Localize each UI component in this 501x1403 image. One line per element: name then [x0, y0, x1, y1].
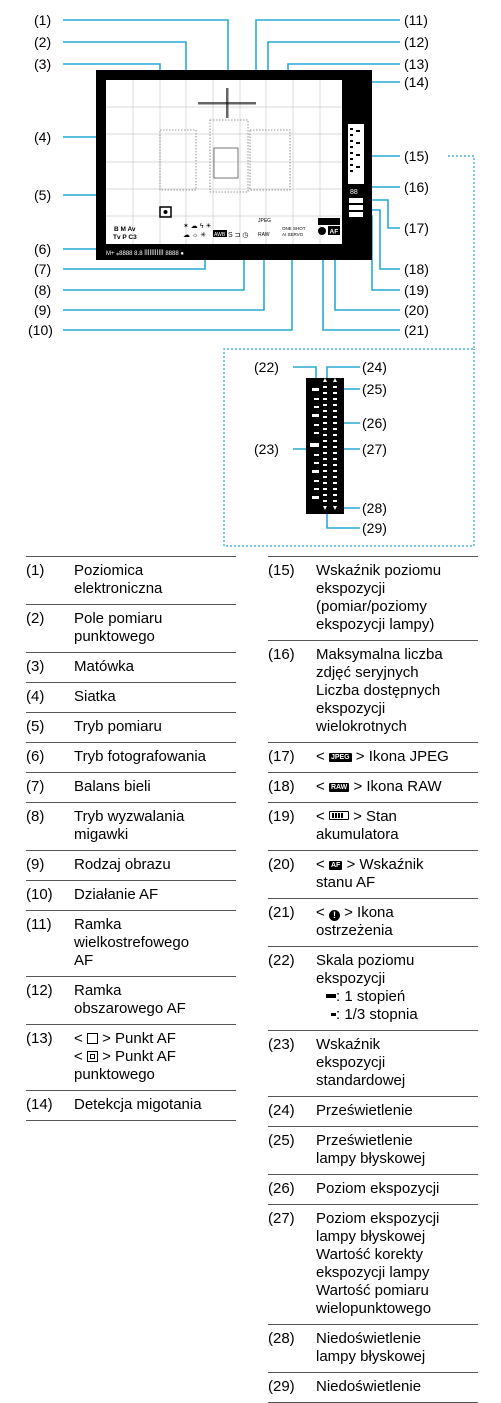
- legend-line-text: : 1 stopień: [336, 988, 406, 1005]
- legend-text: [316, 1102, 478, 1120]
- legend-line: ekspozycji lampy: [316, 1264, 430, 1281]
- legend-number: (1): [26, 562, 45, 579]
- legend-number: (12): [26, 982, 53, 999]
- legend-line: Poziomica: [74, 562, 144, 579]
- legend-text: [74, 562, 236, 598]
- legend-line: zdjęć seryjnych: [316, 664, 419, 681]
- callout-18: (18): [404, 261, 429, 277]
- legend-row: [26, 605, 236, 653]
- legend-text: [316, 748, 478, 766]
- callout-1: (1): [34, 12, 52, 28]
- legend-line: < ! > Ikona: [316, 904, 394, 921]
- callout-22: (22): [254, 359, 279, 375]
- legend-text: [74, 982, 236, 1018]
- legend-row: [26, 1091, 236, 1121]
- battery-icon: [329, 811, 349, 820]
- legend-line: Detekcja migotania: [74, 1096, 202, 1113]
- legend-row: [26, 881, 236, 911]
- callout-6: (6): [34, 241, 52, 257]
- legend-right-column: [268, 556, 478, 1403]
- legend-line: punktowego: [74, 1066, 155, 1083]
- legend-line: Poziom ekspozycji: [316, 1180, 440, 1197]
- bottom-readout: M+ ⁎8888 8.8 ꟾꟾꟾꟾꟾꟾꟾꟾꟾꟾꟾ 8888 ●: [106, 251, 184, 257]
- callout-labels-left: [28, 12, 53, 338]
- shooting-mode-line2: Tv P C3: [113, 234, 137, 241]
- legend-number: (5): [26, 718, 45, 735]
- legend-number: (29): [268, 1378, 295, 1395]
- legend-line-text: Ikona RAW: [362, 778, 442, 795]
- legend-line: Tryb wyzwalania: [74, 808, 185, 825]
- legend-number: (7): [26, 778, 45, 795]
- legend-text: [316, 1036, 478, 1090]
- legend-number: (18): [268, 778, 295, 795]
- legend-text: [316, 904, 478, 940]
- legend-text: [74, 748, 236, 766]
- legend-text: [74, 718, 236, 736]
- callout-29: (29): [362, 520, 387, 536]
- legend-text: [74, 886, 236, 904]
- shooting-mode-line1: B M Av: [114, 226, 136, 233]
- spot-af-point-icon: [87, 1051, 98, 1062]
- callout-13: (13): [404, 56, 429, 72]
- callout-28: (28): [362, 500, 387, 516]
- callout-23: (23): [254, 441, 279, 457]
- legend-text: [74, 1030, 236, 1084]
- legend-line: obszarowego AF: [74, 1000, 186, 1017]
- legend-text: [74, 688, 236, 706]
- callout-4: (4): [34, 129, 52, 145]
- callout-9: (9): [34, 302, 52, 318]
- legend-line: wielokrotnych: [316, 718, 407, 735]
- legend-row: [268, 899, 478, 947]
- legend-line: elektroniczna: [74, 580, 163, 597]
- legend-text: [316, 856, 478, 892]
- warning-icon: [318, 227, 326, 235]
- legend-number: (13): [26, 1030, 53, 1047]
- legend-text: [316, 1378, 478, 1396]
- legend-row: [26, 773, 236, 803]
- legend-line: < > Punkt AF: [74, 1048, 176, 1065]
- callout-12: (12): [404, 34, 429, 50]
- callout-14: (14): [404, 74, 429, 90]
- legend-line: Prześwietlenie: [316, 1132, 413, 1149]
- callout-5: (5): [34, 187, 52, 203]
- callout-16: (16): [404, 179, 429, 195]
- callout-27: (27): [362, 441, 387, 457]
- legend-text: [74, 658, 236, 676]
- legend-left-column: [26, 556, 236, 1121]
- wb-awb-label: AWB: [214, 232, 226, 238]
- callout-17: (17): [404, 220, 429, 236]
- legend-number: (28): [268, 1330, 295, 1347]
- callout-26: (26): [362, 415, 387, 431]
- legend-line: Poziom ekspozycji: [316, 1210, 440, 1227]
- legend-line: AF: [74, 952, 94, 969]
- af-icon: AF: [330, 862, 341, 869]
- callout-11: (11): [404, 12, 428, 28]
- legend-line: wielopunktowego: [316, 1300, 432, 1317]
- legend-line: stanu AF: [316, 874, 376, 891]
- legend-row: [268, 947, 478, 1031]
- legend-line: Pole pomiaru: [74, 610, 163, 627]
- legend-number: (10): [26, 886, 53, 903]
- legend-line: Matówka: [74, 658, 135, 675]
- af-op-line1: ONE SHOT: [282, 226, 306, 231]
- legend-row: [268, 1097, 478, 1127]
- legend-number: (19): [268, 808, 295, 825]
- callout-8: (8): [34, 282, 52, 298]
- legend-line: Działanie AF: [74, 886, 159, 903]
- legend-line: Prześwietlenie: [316, 1102, 413, 1119]
- legend-text: [316, 1210, 478, 1318]
- legend-text: [74, 1096, 236, 1114]
- legend-line: Ramka: [74, 982, 122, 999]
- legend-line: ekspozycji: [316, 1054, 386, 1071]
- image-type-raw: RAW: [258, 232, 270, 238]
- legend-line-text: Punkt AF: [110, 1030, 176, 1047]
- raw-icon: RAW: [330, 784, 348, 791]
- legend-row: [268, 803, 478, 851]
- legend-line-text: Stan: [361, 808, 397, 825]
- legend-row: [26, 1025, 236, 1091]
- legend-line: Niedoświetlenie: [316, 1330, 422, 1347]
- callout-2: (2): [34, 34, 52, 50]
- legend-line: Siatka: [74, 688, 116, 705]
- callout-24: (24): [362, 359, 387, 375]
- legend-line: Balans bieli: [74, 778, 151, 795]
- legend-text: [74, 610, 236, 646]
- legend-row: [268, 1325, 478, 1373]
- legend-line: wielkostrefowego: [74, 934, 190, 951]
- legend-row: [268, 1205, 478, 1325]
- legend-line: Wskaźnik: [316, 1036, 381, 1053]
- legend-line: < AF > Wskaźnik: [316, 856, 424, 873]
- legend-text: [74, 808, 236, 844]
- legend-line: ekspozycji: [316, 970, 386, 987]
- callout-3: (3): [34, 56, 52, 72]
- legend-number: (17): [268, 748, 295, 765]
- callout-labels-right: [404, 12, 429, 338]
- jpeg-icon: JPEG: [330, 754, 350, 761]
- callout-21: (21): [404, 322, 429, 338]
- warning-icon: !: [329, 910, 340, 921]
- legend-line-text: Wskaźnik: [355, 856, 424, 873]
- legend-number: (14): [26, 1096, 53, 1113]
- legend-line: Wartość korekty: [316, 1246, 423, 1263]
- legend-number: (16): [268, 646, 295, 663]
- callout-25: (25): [362, 381, 387, 397]
- viewfinder-frame: [96, 70, 372, 260]
- af-op-line2: AI SERVO: [282, 232, 304, 237]
- legend-line: < RAW > Ikona RAW: [316, 778, 442, 795]
- callout-15: (15): [404, 148, 429, 164]
- callout-7: (7): [34, 261, 52, 277]
- legend-number: (23): [268, 1036, 295, 1053]
- legend-number: (4): [26, 688, 45, 705]
- legend-line: punktowego: [74, 628, 155, 645]
- flicker-label: [318, 218, 340, 225]
- legend-row: [26, 556, 236, 605]
- af-point-icon: [87, 1033, 98, 1044]
- legend-number: (27): [268, 1210, 295, 1227]
- exposure-level-scale: [306, 378, 344, 514]
- legend-number: (15): [268, 562, 295, 579]
- legend-number: (6): [26, 748, 45, 765]
- legend-line: akumulatora: [316, 826, 399, 843]
- legend-number: (26): [268, 1180, 295, 1197]
- legend-line: Niedoświetlenie: [316, 1378, 422, 1395]
- legend-line: ostrzeżenia: [316, 922, 393, 939]
- svg-text:✶ ☁ ϟ ☀: ✶ ☁ ϟ ☀: [183, 223, 212, 230]
- legend-row: [268, 1127, 478, 1175]
- legend-line: [316, 1006, 478, 1024]
- callout-20: (20): [404, 302, 429, 318]
- legend-text: [316, 778, 478, 796]
- legend-number: (25): [268, 1132, 295, 1149]
- legend-text: [74, 856, 236, 874]
- legend-line: ekspozycji lampy): [316, 616, 435, 633]
- legend-line: < > Stan: [316, 808, 397, 825]
- legend-row: [26, 977, 236, 1025]
- legend-row: [268, 641, 478, 743]
- legend-line: < > Punkt AF: [74, 1030, 176, 1047]
- legend-text: [316, 952, 478, 1024]
- legend-row: [26, 713, 236, 743]
- legend-line: Wartość pomiaru: [316, 1282, 429, 1299]
- callout-19: (19): [404, 282, 429, 298]
- legend-number: (11): [26, 916, 52, 933]
- legend-line-text: : 1/3 stopnia: [336, 1006, 418, 1023]
- legend-line: (pomiar/poziomy: [316, 598, 427, 615]
- legend-row: [26, 911, 236, 977]
- legend-line: Maksymalna liczba: [316, 646, 443, 663]
- legend-row: [26, 851, 236, 881]
- legend-row: [268, 773, 478, 803]
- legend-line: [316, 988, 478, 1006]
- image-type-jpeg: JPEG: [258, 218, 272, 224]
- legend-line: Skala poziomu: [316, 952, 415, 969]
- legend-line-text: Punkt AF: [110, 1048, 176, 1065]
- legend-text: [316, 1330, 478, 1366]
- legend-row: [268, 1373, 478, 1403]
- legend-row: [26, 743, 236, 773]
- legend-number: (2): [26, 610, 45, 627]
- viewfinder-diagram: [0, 0, 501, 550]
- legend-line: lampy błyskowej: [316, 1348, 426, 1365]
- legend-text: [74, 916, 236, 970]
- legend-row: [268, 556, 478, 641]
- legend-line: migawki: [74, 826, 129, 843]
- legend-number: (20): [268, 856, 295, 873]
- legend-line: Liczba dostępnych: [316, 682, 441, 699]
- legend-row: [268, 1175, 478, 1205]
- legend-number: (8): [26, 808, 45, 825]
- legend-row: [268, 1031, 478, 1097]
- legend-line: standardowej: [316, 1072, 406, 1089]
- legend-line: lampy błyskowej: [316, 1150, 426, 1167]
- legend-line: lampy błyskowej: [316, 1228, 426, 1245]
- legend-row: [268, 743, 478, 773]
- legend-number: (21): [268, 904, 295, 921]
- legend-row: [268, 851, 478, 899]
- legend-line-text: Ikona: [352, 904, 394, 921]
- legend-number: (3): [26, 658, 45, 675]
- legend-text: [316, 1180, 478, 1198]
- svg-text:☁ ☼ ✳: ☁ ☼ ✳: [183, 232, 207, 239]
- legend-text: [316, 808, 478, 844]
- legend-line: < JPEG > Ikona JPEG: [316, 748, 449, 765]
- legend-text: [316, 562, 478, 634]
- legend-row: [26, 683, 236, 713]
- legend-line-text: Ikona JPEG: [364, 748, 449, 765]
- legend-line: Tryb fotografowania: [74, 748, 207, 765]
- legend-number: (22): [268, 952, 295, 969]
- svg-text:AF: AF: [329, 228, 339, 236]
- one-stop-bar-icon: [326, 994, 336, 998]
- legend-line: Rodzaj obrazu: [74, 856, 171, 873]
- legend-row: [26, 653, 236, 683]
- burst-count: 88: [350, 189, 358, 196]
- legend-line: Tryb pomiaru: [74, 718, 162, 735]
- legend-number: (9): [26, 856, 45, 873]
- legend-row: [26, 803, 236, 851]
- legend-line: ekspozycji: [316, 580, 386, 597]
- legend-text: [316, 1132, 478, 1168]
- drive-mode-icons: S ⊐ ◷: [228, 232, 249, 239]
- legend-line: ekspozycji: [316, 700, 386, 717]
- legend-number: (24): [268, 1102, 295, 1119]
- legend-line: Wskaźnik poziomu: [316, 562, 442, 579]
- legend-text: [316, 646, 478, 736]
- callout-10: (10): [28, 322, 53, 338]
- legend-line: Ramka: [74, 916, 122, 933]
- legend-text: [74, 778, 236, 796]
